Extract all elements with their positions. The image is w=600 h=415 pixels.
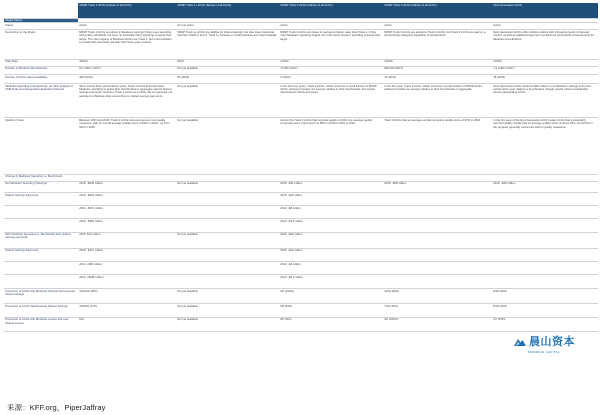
table-row [4,261,598,274]
table-cell: 70,000 (2017) [279,66,383,74]
table-row [4,206,598,219]
table-cell: 9.0 million (2017) [78,66,176,74]
table-cell: Not yet available [176,181,279,192]
table-cell: 0/0 (N/A) [279,317,383,331]
table-cell: 2013: -$0.2 million [279,275,383,289]
table-row [4,30,598,59]
table-cell: 1/2016 [383,59,492,66]
table-cell: Track 3 ACOs had an average overall composite quality score of 97% in 2016. [383,118,492,174]
table-cell [492,275,598,289]
row-label: Medicare Spending (savings/cost), per KFF analysis of CMS Data and Independent Evaluation Reports [4,84,78,118]
table-cell [383,261,492,274]
table-cell: 3/7 (43%) [492,317,598,331]
column-header: MSSP Track 3 ACOs (Subset of all ACOs) [383,3,492,19]
table-cell: 55 (2018) [176,75,279,84]
table-cell [176,219,279,232]
row-label: Change in Medicare Spending vs. Benchmark [4,174,78,181]
table-cell: MSSP Track 3 ACOs are similar to Track 2 ACOs, but Track 3 ACOs are paid on a prospectively assigned population of beneficiaries. [383,30,492,59]
table-cell [78,174,176,181]
table-cell: Active [279,23,383,30]
table-cell [492,174,598,181]
row-label: Proportion of ACOs with Medicare Savings that received shared savings [4,289,78,304]
table-cell: 2014: -$8 million [279,206,383,219]
table-cell: 18 (2016) [492,75,598,84]
table-row [4,304,598,317]
table-cell: 2014: -$372 million [78,206,176,219]
table-cell: 2013: -$383 million [78,219,176,232]
column-header: MSSP Track 1+ ACOs (Subset of all ACOs) [176,3,279,19]
table-cell: Not yet available [176,118,279,174]
row-label: Shared Savings Payments [4,192,78,205]
table-cell [383,232,492,248]
table-cell: MSSP Track 1 ACOs can share in Medicare savings if they meet spending and quality standards, but have no downside risk if spending exceeds their target. The vast majority of Medicare ACOs are Track 1, but must transition to a track with downside risk after their three-year contract. [78,30,176,59]
table-cell: Not yet available [176,66,279,74]
aco-comparison-table [4,3,598,332]
table-cell [176,174,279,181]
table-row [4,84,598,118]
table-cell: Active [383,23,492,30]
table-row [4,192,598,205]
table-cell: 2016: -$42 million [279,181,383,192]
table-cell: In the first year, Track 3 ACOs, which comprise a small fraction of MSSP ACOs, achieved modest net savings relative to their benchmarks in aggregate. [383,84,492,118]
table-cell: 7/16 (44%) [383,304,492,317]
watermark-cn: 晨山资本 [529,335,575,348]
table-cell: 460 (2016) [78,75,176,84]
table-cell: 2015: -$429 million [78,192,176,205]
row-label [4,261,78,274]
row-label: Number of ACOs (latest available) [4,75,78,84]
table-cell: 1.4 million (2017) [492,66,598,74]
row-label [4,275,78,289]
table-cell: 154/432 (36%) [78,289,176,304]
table-row [4,219,598,232]
table-cell: Active [78,23,176,30]
row-label [4,206,78,219]
table-cell: MSSP Track 2 ACOs can share in savings at higher rates than Track 1, if they meet Medicare spending targets, but must repay losses if spending exceeds their target. [279,30,383,59]
table-row [4,66,598,74]
table-cell [176,206,279,219]
table-cell: 4/4 (100%) [383,317,492,331]
table-cell [492,261,598,274]
table-cell: 2015: -$10 million [279,248,383,261]
table-cell [492,206,598,219]
row-label [4,219,78,232]
table-cell: 1/2016 [492,59,598,66]
table-cell: 2016: $13 million [78,232,176,248]
row-label: Description of the Model [4,30,78,59]
row-label: Shared Savings Payments [4,248,78,261]
table-cell: 2015: -$13 million [279,192,383,205]
row-label: NET Medicare Spending vs. Benchmark after shared savings payments [4,232,78,248]
table-row [4,248,598,261]
table-cell [383,275,492,289]
table-row [4,275,598,289]
table-cell: N/A [78,317,176,331]
table-cell: In the first year of the Next Generation ACO model, ACOs that successfully reported quality results had an average quality score of about 93%, and ACOs in the program generally performed well on quality measures. [492,118,598,174]
table-cell: 2016: -$20 million [279,232,383,248]
row-label: Status [4,23,78,30]
table-cell: 11/16 (69%) [383,289,492,304]
table-cell: Not yet available [176,232,279,248]
table-body [4,19,598,332]
table-cell [279,174,383,181]
table-cell: Since its first three performance years, Track 1 ACOs that held down Medicare spending to below their benchmarks in aggregate earned shared savings payments; however, Track 1 ACOs as a whole did not generate net savings for Medicare after accounting for shared savings payments. [78,84,176,118]
table-cell: 1/2012 [279,59,383,66]
table-cell: 2013: +$186 million [78,275,176,289]
table-cell [383,174,492,181]
row-label: Start Date [4,59,78,66]
table-cell: Not yet active [176,23,279,30]
table-cell: Between 2015 and 2016, Track 1 ACOs improved across most quality measures, with an overall average quality score of 94% in 2016 - up from 91% in 2015. [78,118,176,174]
table-cell: 6 (2016) [279,75,383,84]
table-row [4,181,598,192]
table-row [4,289,598,304]
table-cell [383,206,492,219]
table-cell: 800,000 (2017) [383,66,492,74]
column-header: MSSP Track 2 ACOs (Subset of all ACOs) [279,3,383,19]
column-header: Next Generation ACOs [492,3,598,19]
table-cell: 2018 [176,59,279,66]
header-corner [4,3,78,19]
table-cell: 8/18 (44%) [492,289,598,304]
table-cell: Not yet available [176,317,279,331]
table-cell [176,261,279,274]
table-cell: 2014: -$4 million [279,261,383,274]
section-title: Model Status [4,19,78,23]
table-cell: 6/6 (100%) [279,289,383,304]
table-cell: Not yet available [176,289,279,304]
table-cell: 2014: +$96 million [78,261,176,274]
table-cell: In the first four years, Track 2 ACOs, which comprise a small fraction of MSSP ACOs, achieved modest net savings relative to their benchmarks, but results varied across ACOs and years. [279,84,383,118]
table-header-row [4,3,598,19]
row-label: Proportion of ACOs that Received Shared Savings [4,304,78,317]
table-cell: Active [492,23,598,30]
table-cell: 4/2012 [78,59,176,66]
table-row [4,118,598,174]
table-cell: 118/432 (27%) [78,304,176,317]
table-cell: 2016: -$40 million [492,181,598,192]
table-cell: Across the Track 2 ACOs that reported quality in 2016, the average quality composite score improved from 89% in 2015 to 93% in 2016. [279,118,383,174]
table-cell [383,248,492,261]
table-cell [492,232,598,248]
table-cell: 2015: -$227 million [78,248,176,261]
table-cell [492,219,598,232]
table-row [4,75,598,84]
table-row [4,174,598,181]
table-cell [492,248,598,261]
table-cell: 2013: -$3.6 million [279,219,383,232]
table-cell: 5/6 (83%) [279,304,383,317]
row-label: Proportion of ACOs with Medicare Losses that owe Shared Losses [4,317,78,331]
row-label: Net Medicare Spending (Savings) [4,181,78,192]
table-cell: 2016: -$645 million [78,181,176,192]
table-cell: Next Generation ACOs offer multiple options with increasing levels of risk and reward, as well as additional payment mechanisms and benefit enhancements for Medicare beneficiaries. [492,30,598,59]
table-row [4,59,598,66]
table-cell [492,192,598,205]
table-cell: Not yet available [176,84,279,118]
source-citation: 来源：KFF.org，PiperJaffray [7,403,106,412]
table-cell [383,219,492,232]
table-cell [176,248,279,261]
table-cell: 2016: -$68 million [383,181,492,192]
table-row [4,23,598,30]
table-row [4,232,598,248]
watermark-en: MORNING CAPITAL [527,349,561,354]
table-cell: 8/18 (44%) [492,304,598,317]
row-label: Number of Medicare Beneficiaries [4,66,78,74]
watermark [503,330,585,356]
table-cell: Next Generation ACOs achieved $62 million in net Medicare savings in the first performance year relative to benchmarks, though results varied considerably across participating ACOs. [492,84,598,118]
table-cell [383,192,492,205]
mountain-logo-icon [513,334,527,348]
table-cell [176,275,279,289]
table-cell: MSSP Track 1+ ACOs are eligible for shared savings, but take lower downside risk than Tracks 2 and 3. Track 1+ focuses on small practices and rural hospitals. [176,30,279,59]
table-cell [176,192,279,205]
table-cell: Not yet available [176,304,279,317]
column-header: MSSP Track 1 ACOs (Subset of all ACOs) [78,3,176,19]
watermark-mark [513,333,575,349]
row-label: Quality of Care [4,118,78,174]
table-cell: 16 (2016) [383,75,492,84]
